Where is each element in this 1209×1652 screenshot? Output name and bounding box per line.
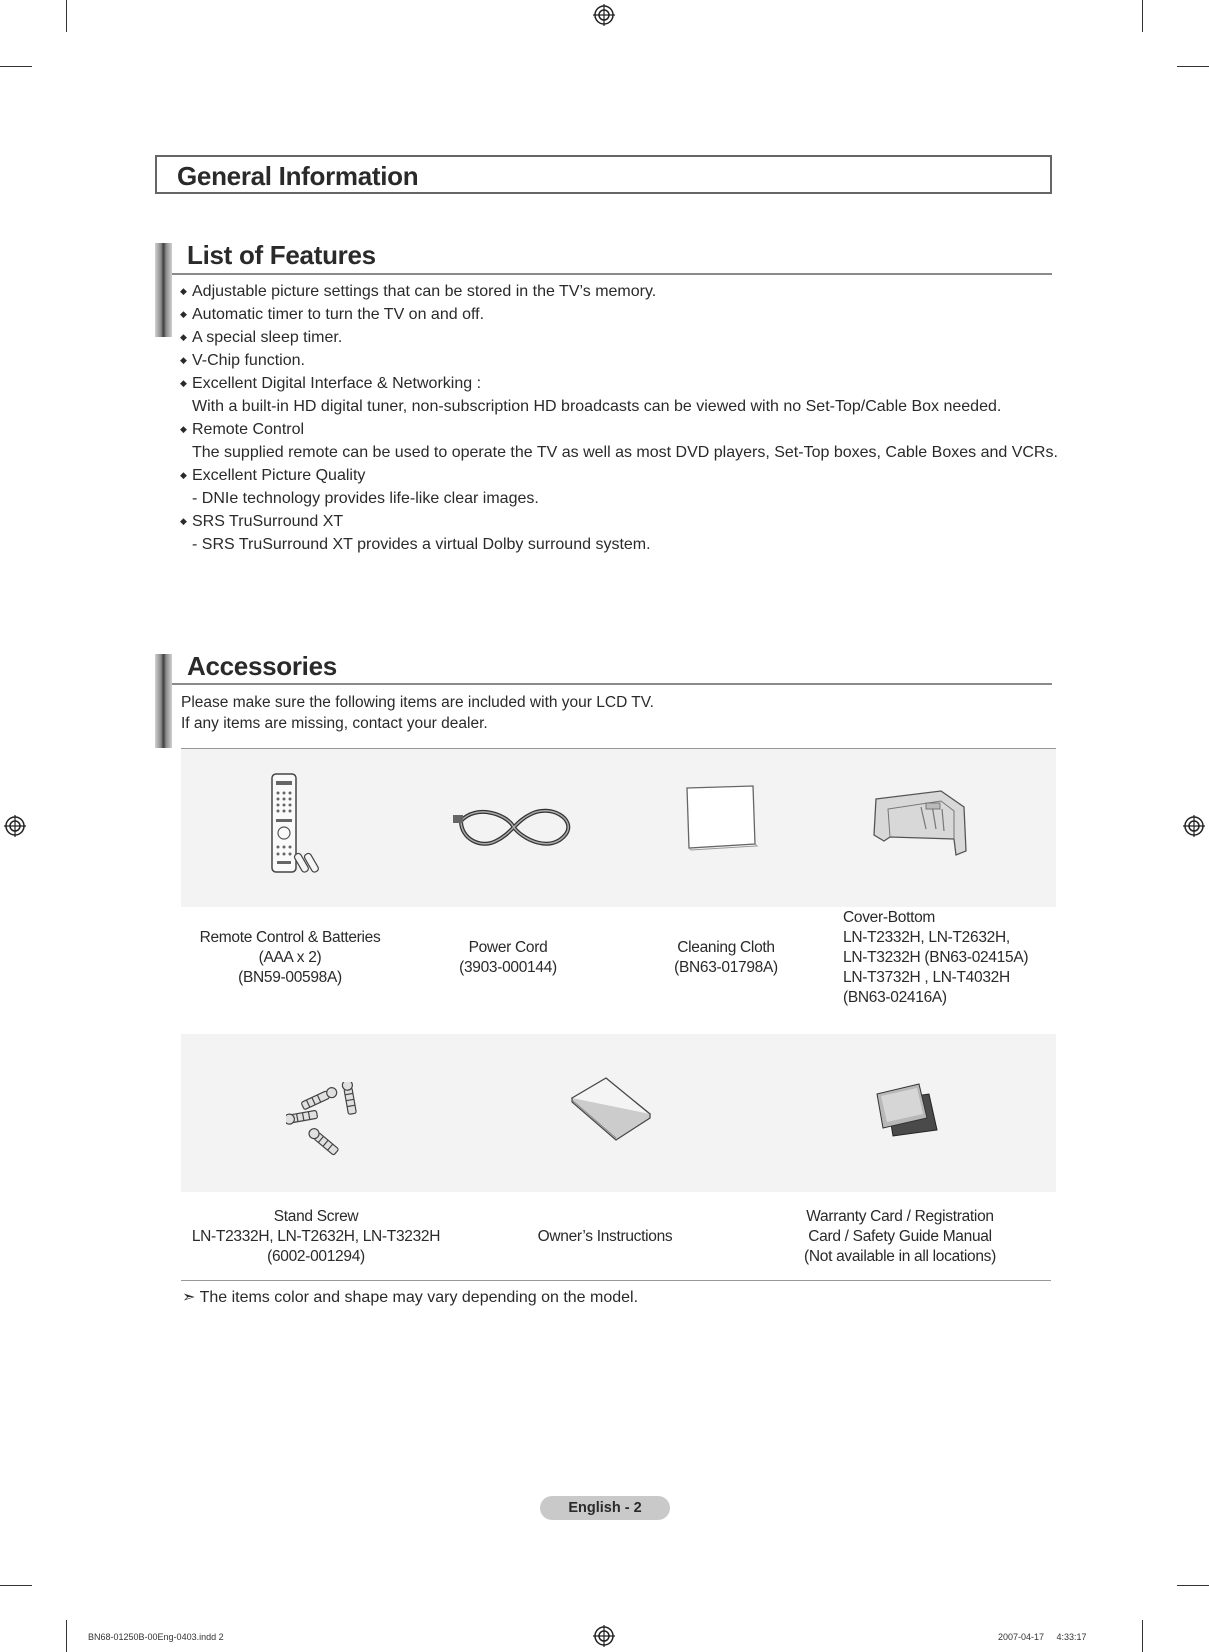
note-text: The items color and shape may vary depending on the model. (199, 1289, 639, 1306)
caption-line: (BN63-02416A) (843, 989, 947, 1006)
crop-mark (1142, 1620, 1143, 1652)
feature-text: Excellent Picture Quality (192, 467, 366, 484)
bullet-icon: ◆ (180, 355, 187, 365)
feature-detail: - SRS TruSurround XT provides a virtual Dolby surround system. (192, 536, 651, 553)
feature-detail: The supplied remote can be used to operate the TV as well as most DVD players, Set-Top boxes, Cable Boxes and VCRs. (192, 444, 1058, 461)
bullet-icon: ◆ (180, 516, 187, 526)
feature-detail: With a built-in HD digital tuner, non-subscription HD broadcasts can be viewed with no Set-Top/Cable Box needed. (192, 398, 1002, 415)
caption-line: Cover-Bottom (843, 909, 936, 926)
registration-mark-icon (593, 1625, 615, 1647)
caption-line: (3903-000144) (459, 959, 557, 976)
page-title: General Information (177, 161, 419, 191)
features-list (180, 280, 1060, 556)
caption-line: Remote Control & Batteries (199, 929, 381, 946)
accessory-caption (617, 938, 835, 978)
accessory-caption (765, 1207, 1035, 1267)
caption-line: Cleaning Cloth (677, 939, 775, 956)
accessory-caption (181, 928, 399, 988)
feature-text: V-Chip function. (192, 352, 305, 369)
page-number-badge: English - 2 (540, 1496, 670, 1520)
bullet-icon: ◆ (180, 286, 187, 296)
caption-line: Warranty Card / Registration (806, 1208, 994, 1225)
section-marker (155, 243, 172, 337)
caption-line: LN-T2332H, LN-T2632H, (843, 929, 1010, 946)
feature-detail: - DNIe technology provides life-like clear images. (192, 490, 539, 507)
features-heading: List of Features (187, 240, 376, 270)
accessory-caption (843, 908, 1061, 1008)
registration-mark-icon (4, 815, 26, 837)
feature-text: A special sleep timer. (192, 329, 343, 346)
caption-line: (6002-001294) (267, 1248, 365, 1265)
caption-line: LN-T3732H , LN-T4032H (843, 969, 1010, 986)
intro-line: If any items are missing, contact your dealer. (181, 715, 488, 732)
accessory-caption (181, 1207, 451, 1267)
feature-item (180, 303, 1060, 326)
accessory-caption (399, 938, 617, 978)
feature-item (180, 418, 1060, 464)
crop-mark (1177, 66, 1209, 67)
stand-screw-icon (286, 1082, 366, 1162)
caption-line: (Not available in all locations) (804, 1248, 996, 1265)
crop-mark (1142, 0, 1143, 32)
note (182, 1287, 638, 1307)
remote-control-icon (264, 771, 334, 876)
crop-mark (66, 1620, 67, 1652)
note-arrow-icon: ➣ (182, 1289, 196, 1306)
cleaning-cloth-icon (681, 784, 761, 854)
caption-line: Owner’s Instructions (537, 1228, 673, 1245)
caption-line: Card / Safety Guide Manual (808, 1228, 992, 1245)
accessories-image-row (181, 749, 1056, 907)
feature-item (180, 280, 1060, 303)
print-slug-right: 2007-04-17 4:33:17 (998, 1632, 1087, 1642)
caption-line: (BN63-01798A) (674, 959, 778, 976)
feature-item (180, 349, 1060, 372)
crop-mark (0, 1585, 32, 1586)
feature-item (180, 372, 1060, 418)
crop-mark (66, 0, 67, 32)
accessories-image-row (181, 1034, 1056, 1192)
feature-text: Adjustable picture settings that can be stored in the TV’s memory. (192, 283, 657, 300)
power-cord-icon (451, 799, 576, 854)
section-marker (155, 654, 172, 748)
feature-text: Excellent Digital Interface & Networking : (192, 375, 482, 392)
caption-line: Stand Screw (273, 1208, 359, 1225)
accessories-intro (181, 692, 654, 734)
section-divider (172, 683, 1052, 685)
bullet-icon: ◆ (180, 309, 187, 319)
feature-item (180, 510, 1060, 556)
section-divider (172, 273, 1052, 275)
page-title-box (155, 155, 1052, 194)
accessories-heading: Accessories (187, 651, 337, 681)
caption-line: LN-T3232H (BN63-02415A) (843, 949, 1029, 966)
bullet-icon: ◆ (180, 332, 187, 342)
feature-item (180, 326, 1060, 349)
cover-bottom-icon (866, 789, 971, 861)
feature-item (180, 464, 1060, 510)
caption-line: (AAA x 2) (258, 949, 322, 966)
crop-mark (0, 66, 32, 67)
warranty-card-icon (871, 1082, 941, 1142)
feature-text: Automatic timer to turn the TV on and off. (192, 306, 485, 323)
caption-line: (BN59-00598A) (238, 969, 342, 986)
feature-text: SRS TruSurround XT (192, 513, 344, 530)
caption-line: Power Cord (468, 939, 548, 956)
print-slug-left: BN68-01250B-00Eng-0403.indd 2 (88, 1632, 224, 1642)
bullet-icon: ◆ (180, 424, 187, 434)
bullet-icon: ◆ (180, 378, 187, 388)
feature-text: Remote Control (192, 421, 305, 438)
registration-mark-icon (1183, 815, 1205, 837)
accessory-caption (470, 1227, 740, 1247)
bullet-icon: ◆ (180, 470, 187, 480)
registration-mark-icon (593, 4, 615, 26)
crop-mark (1177, 1585, 1209, 1586)
owners-manual-icon (566, 1074, 656, 1144)
table-rule (181, 1280, 1051, 1281)
caption-line: LN-T2332H, LN-T2632H, LN-T3232H (191, 1228, 441, 1245)
intro-line: Please make sure the following items are included with your LCD TV. (181, 694, 654, 711)
